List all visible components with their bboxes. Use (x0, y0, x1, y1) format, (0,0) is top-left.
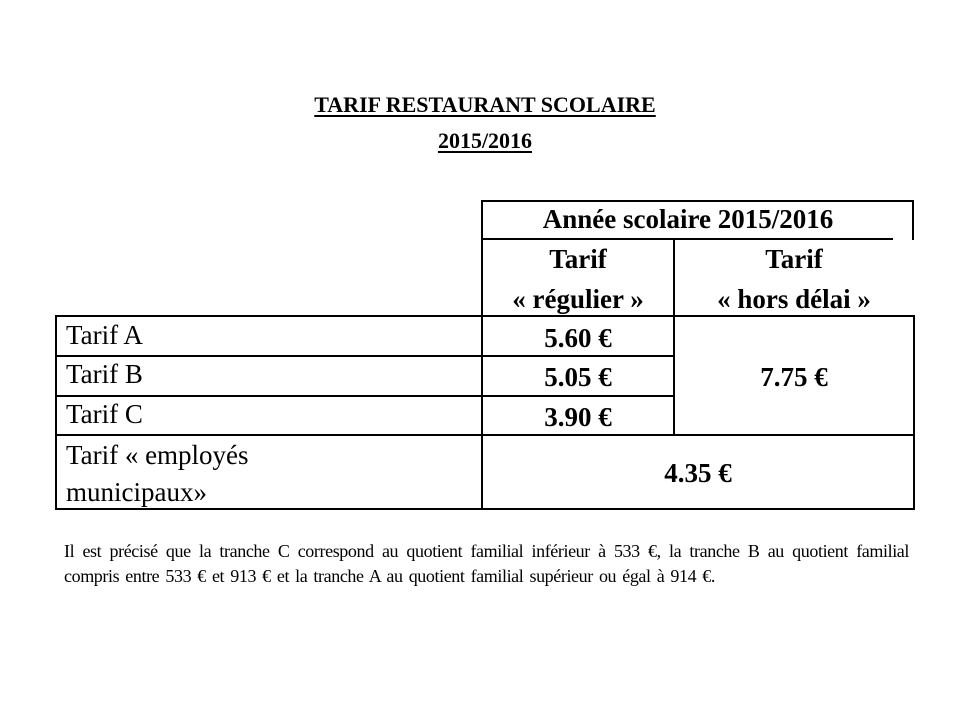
table-divider-year (481, 238, 893, 240)
table-border-right (913, 315, 915, 510)
page-title: TARIF RESTAURANT SCOLAIRE (314, 92, 656, 117)
col-late-subtitle: « hors délai » (717, 284, 871, 314)
col-regular-subtitle: « régulier » (512, 284, 644, 314)
row-label-tarif-c: Tarif C (66, 399, 143, 429)
table-row-divider (55, 434, 915, 436)
table-border-left (55, 315, 57, 510)
value-tarif-a-regular: 5.60 € (544, 323, 612, 353)
table-row-divider (55, 315, 915, 317)
footnote-paragraph: Il est précisé que la tranche C correspond au quotient familial inférieur à 533 €, la tranche B au quotient familial compris entre 533 € et 913 € et la tranche A au quotient familial supérieur ou égal à 914 €. (64, 541, 909, 586)
value-tarif-b-regular: 5.05 € (544, 362, 612, 392)
table-border-right-header (912, 200, 914, 240)
col-regular-title: Tarif (549, 244, 607, 274)
value-tarif-c-regular: 3.90 € (544, 402, 612, 432)
table-border-bottom (55, 508, 915, 510)
row-label-tarif-b: Tarif B (66, 359, 143, 389)
row-label-employees-line2: municipaux» (66, 477, 207, 507)
row-label-employees-line1: Tarif « employés (66, 440, 249, 470)
table-row-divider (55, 395, 675, 397)
table-row-divider (55, 355, 675, 357)
table-border-top (481, 200, 914, 202)
col-late-title: Tarif (765, 244, 823, 274)
year-header: Année scolaire 2015/2016 (542, 204, 834, 234)
value-employees: 4.35 € (664, 458, 732, 488)
value-late-merged: 7.75 € (760, 362, 828, 392)
row-label-tarif-a: Tarif A (66, 320, 143, 350)
page-subtitle-year: 2015/2016 (437, 128, 533, 153)
